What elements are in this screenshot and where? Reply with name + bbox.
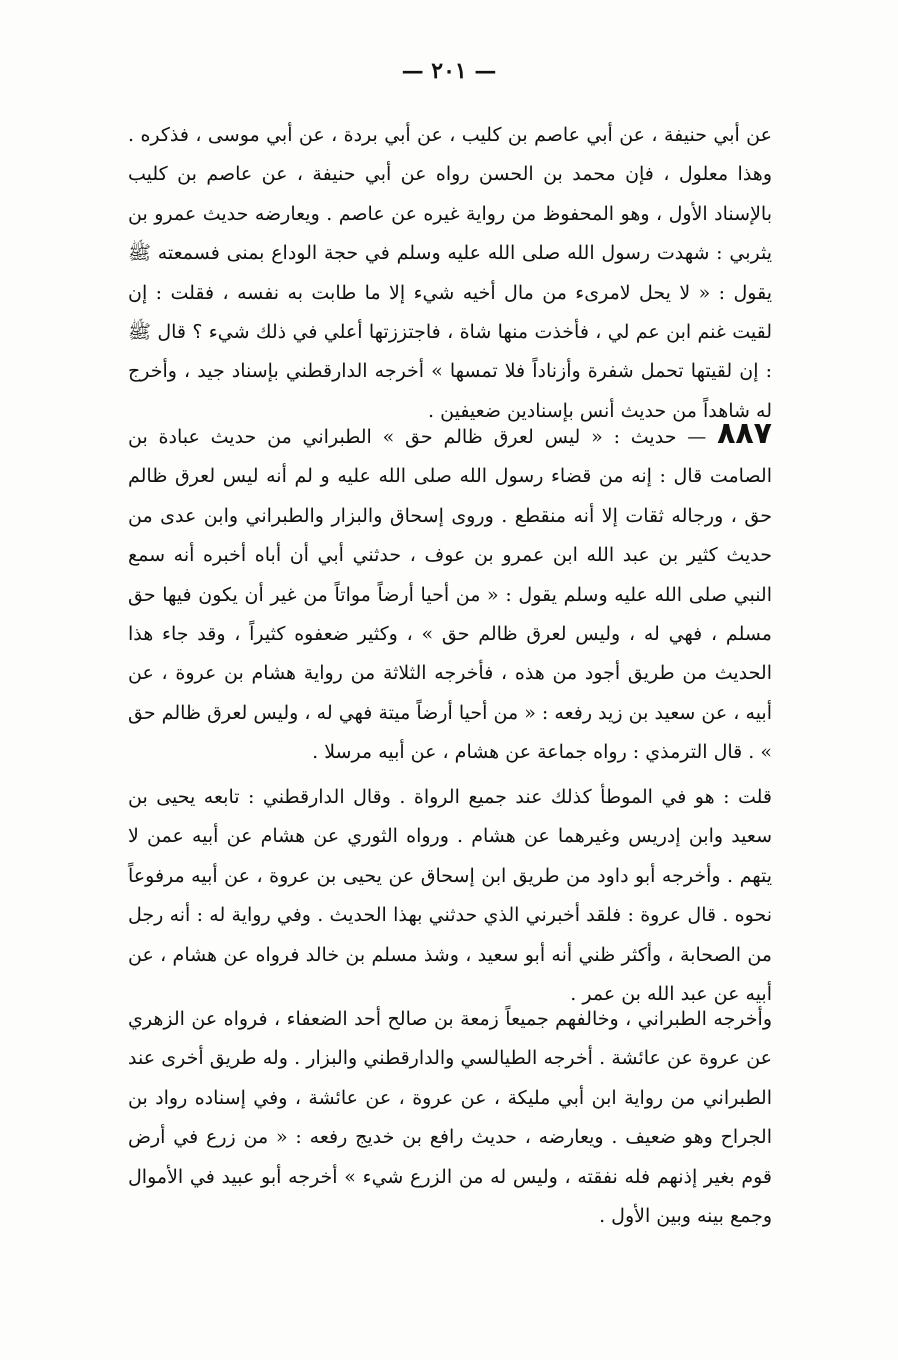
paragraph-continuation [128,116,772,431]
paragraph-text: قلت : هو في الموطأ كذلك عند جميع الرواة . وقال الدارقطني : تابعه يحيى بن سعيد وابن إدريس وغيرهما عن هشام . ورواه الثوري عن هشام عن أبيه عمن لا يتهم . وأخرجه أبو داود من طريق ابن إسحاق عن يحيى بن عروة ، عن أبيه مرفوعاً نحوه . قال عروة : فلقد أخبرني الذي حدثني بهذا الحديث . وفي رواية له : أنه رجل من الصحابة ، وأكثر ظني أنه أبو سعيد ، وشذ مسلم بن خالد فرواه عن هشام ، عن أبيه عن عبد الله بن عمر . [128,786,772,1006]
hadith-entry [128,418,772,773]
page-number: — ٢٠١ — [401,58,497,84]
paragraph-text: — حديث : « ليس لعرق ظالم حق » الطبراني من حديث عبادة بن الصامت قال : إنه من قضاء رسول الله صلى الله عليه و لم أنه ليس لعرق ظالم حق ، ورجاله ثقات إلا أنه منقطع . وروى إسحاق والبزار والطبراني وابن عدى من حديث كثير بن عبد الله ابن عمرو بن عوف ، حدثني أبي أن أباه أخبره أنه سمع النبي صلى الله عليه وسلم يقول : « من أحيا أرضاً مواتاً من غير أن يكون فيها حق مسلم ، فهي له ، وليس لعرق ظالم حق » ، وكثير ضعفوه كثيراً ، وقد جاء هذا الحديث من طريق أجود من هذه ، فأخرجه الثلاثة من رواية هشام بن عروة ، عن أبيه ، عن سعيد بن زيد رفعه : « من أحيا أرضاً ميتة فهي له ، وليس لعرق ظالم حق » . قال الترمذي : رواه جماعة عن هشام ، عن أبيه مرسلا . [128,426,772,764]
commentary-paragraph [128,1000,772,1236]
paragraph-text: وأخرجه الطبراني ، وخالفهم جميعاً زمعة بن صالح أحد الضعفاء ، فرواه عن الزهري عن عروة عن عائشة . أخرجه الطيالسي والدارقطني والبزار . وله طريق أخرى عند الطبراني من رواية ابن أبي مليكة ، عن عروة ، عن عائشة ، وفي إسناده رواد بن الجراح وهو ضعيف . ويعارضه ، حديث رافع بن خديج رفعه : « من زرع في أرض قوم بغير إذنهم فله نفقته ، وليس له من الزرع شيء » أخرجه أبو عبيد في الأموال وجمع بينه وبين الأول . [128,1008,772,1228]
hadith-paragraph [128,418,772,773]
hadith-number: ٨٨٧ [717,416,772,451]
paragraph-text: عن أبي حنيفة ، عن أبي عاصم بن كليب ، عن أبي بردة ، عن أبي موسى ، فذكره . وهذا معلول ، فإن محمد بن الحسن رواه عن أبي حنيفة ، عن عاصم بن كليب بالإسناد الأول ، وهو المحفوظ من رواية غيره عن عاصم . ويعارضه حديث عمرو بن يثربي : شهدت رسول الله صلى الله عليه وسلم في حجة الوداع بمنى فسمعته ﷺ يقول : « لا يحل لامرىء من مال أخيه شيء إلا ما طابت به نفسه ، فقلت : إن لقيت غنم ابن عم لي ، فأخذت منها شاة ، فاجتززتها أعلي في ذلك شيء ؟ قال ﷺ : إن لقيتها تحمل شفرة وأزناداً فلا تمسها » أخرجه الدارقطني بإسناد جيد ، وأخرج له شاهداً من حديث أنس بإسنادين ضعيفين . [128,124,772,422]
commentary-paragraph [128,778,772,1014]
